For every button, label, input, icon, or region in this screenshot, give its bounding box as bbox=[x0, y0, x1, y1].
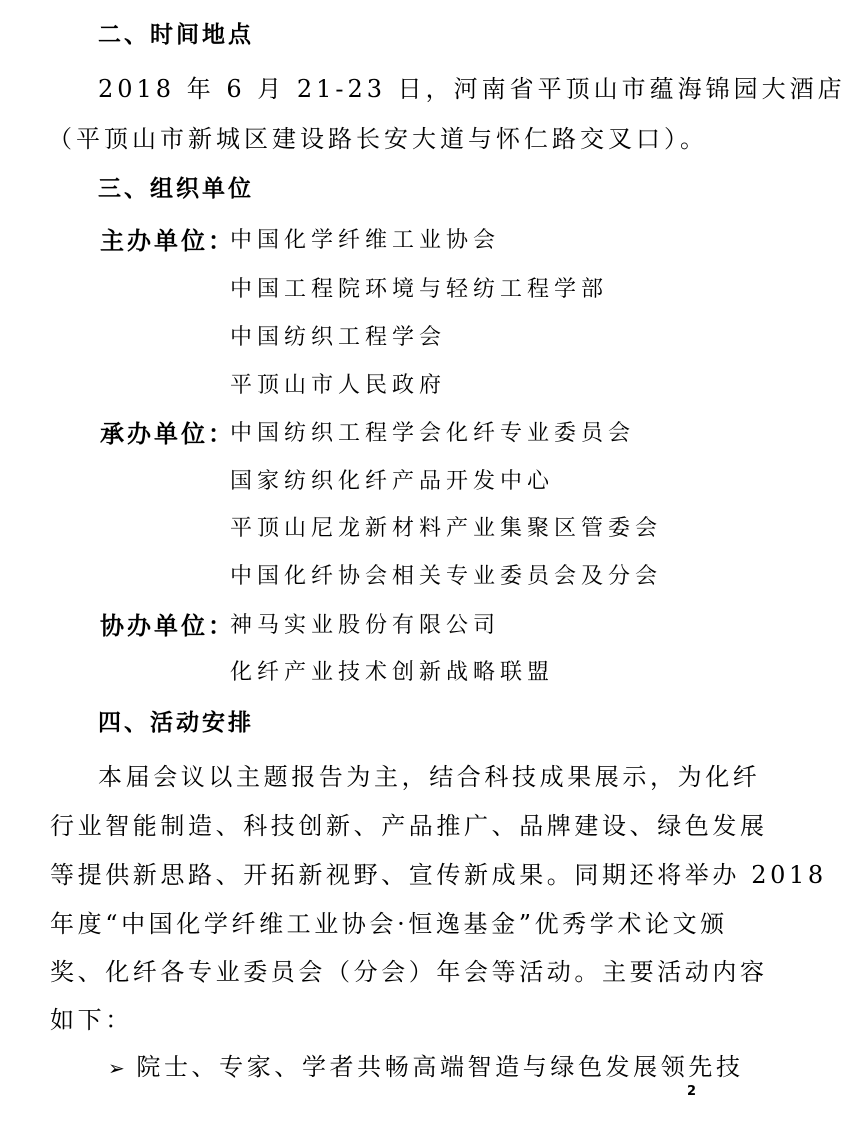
activities-paragraph-line: 行业智能制造、科技创新、产品推广、品牌建设、绿色发展 bbox=[50, 812, 768, 840]
undertaker-item: 平顶山尼龙新材料产业集聚区管委会 bbox=[230, 516, 663, 541]
host-item: 中国工程院环境与轻纺工程学部 bbox=[230, 277, 609, 302]
heading-organizers: 三、组织单位 bbox=[98, 176, 254, 202]
undertaker-item: 中国化纤协会相关专业委员会及分会 bbox=[230, 564, 663, 589]
undertaker-item: 国家纺织化纤产品开发中心 bbox=[230, 469, 555, 494]
undertaker-label: 承办单位： bbox=[100, 420, 235, 448]
arrow-bullet-icon: ➢ bbox=[108, 1056, 129, 1080]
activities-paragraph-line: 等提供新思路、开拓新视野、宣传新成果。同期还将举办 2018 bbox=[50, 861, 827, 889]
activity-bullet-item bbox=[108, 1052, 744, 1083]
heading-activities: 四、活动安排 bbox=[98, 710, 254, 736]
host-item: 中国纺织工程学会 bbox=[230, 325, 447, 350]
host-item: 中国化学纤维工业协会 bbox=[230, 228, 501, 253]
page-number: 2 bbox=[686, 1084, 696, 1099]
undertaker-item: 中国纺织工程学会化纤专业委员会 bbox=[230, 421, 636, 446]
time-place-line-2: （平顶山市新城区建设路长安大道与怀仁路交叉口）。 bbox=[48, 125, 708, 153]
host-item: 平顶山市人民政府 bbox=[230, 373, 447, 398]
time-place-line-1: 2018 年 6 月 21-23 日，河南省平顶山市蕴海锦园大酒店 bbox=[98, 75, 846, 103]
activities-paragraph-line: 如下： bbox=[50, 1006, 133, 1034]
co-organizer-item: 神马实业股份有限公司 bbox=[230, 613, 501, 638]
co-organizer-label: 协办单位： bbox=[100, 612, 235, 640]
co-organizer-item: 化纤产业技术创新战略联盟 bbox=[230, 660, 555, 685]
activity-bullet-text: 院士、专家、学者共畅高端智造与绿色发展领先技 bbox=[136, 1053, 744, 1081]
activities-paragraph-line: 年度“中国化学纤维工业协会·恒逸基金”优秀学术论文颁 bbox=[50, 910, 728, 938]
activities-paragraph-line: 本届会议以主题报告为主，结合科技成果展示，为化纤 bbox=[98, 763, 761, 791]
activities-paragraph-line: 奖、化纤各专业委员会（分会）年会等活动。主要活动内容 bbox=[50, 958, 768, 986]
heading-time-place: 二、时间地点 bbox=[98, 22, 254, 48]
host-label: 主办单位： bbox=[100, 227, 235, 255]
